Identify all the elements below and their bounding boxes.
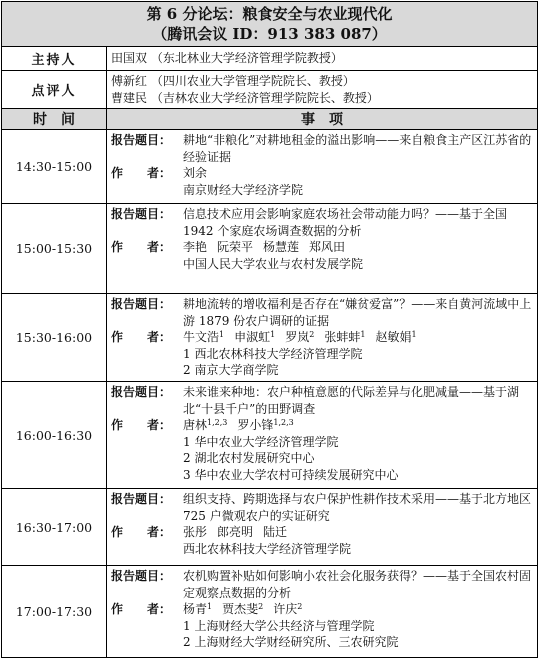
author-label: 作 者： bbox=[111, 330, 172, 344]
schedule-page bbox=[1, 1, 537, 653]
topic-text: 信息技术应用会影响家庭农场社会带动能力吗？——基于全国 1942 个家庭农场调查数据的分析 bbox=[183, 207, 508, 238]
topic-text: 组织支持、跨期选择与农户保护性耕作技术采用——基于北方地区 725 户微观农户的实证研究 bbox=[183, 492, 532, 523]
author-name bbox=[222, 602, 263, 616]
affiliation: 2 湖北农村发展研究中心 bbox=[183, 451, 315, 465]
author-name-text: 唐林 bbox=[183, 418, 208, 432]
session-details bbox=[107, 204, 538, 294]
author-name bbox=[183, 525, 207, 539]
author-name bbox=[183, 418, 227, 432]
affiliation: 中国人民大学农业与农村发展学院 bbox=[183, 256, 364, 271]
author-name bbox=[285, 330, 314, 344]
topic-text: 耕地流转的增收福利是否存在“嫌贫爱富”？——来自黄河流域中上游 1879 份农户调研的证据 bbox=[183, 297, 532, 328]
author-name bbox=[183, 166, 207, 180]
author-list bbox=[183, 239, 533, 256]
topic-label: 报告题目： bbox=[111, 297, 172, 311]
session-details bbox=[107, 294, 538, 382]
topic-label: 报告题目： bbox=[111, 385, 172, 399]
author-list bbox=[183, 417, 533, 434]
commentator-list bbox=[107, 71, 538, 109]
author-name bbox=[273, 602, 302, 616]
commentator-1: 傅新红 （四川农业大学管理学院院长、教授） bbox=[111, 73, 355, 88]
author-affiliation-mark: 1 bbox=[219, 330, 225, 339]
author-name-text: 郑风田 bbox=[309, 240, 346, 254]
author-affiliation-mark: 1 bbox=[411, 330, 417, 339]
author-affiliation-mark: 1,2,3 bbox=[273, 418, 294, 427]
author-affiliation-mark: 1 bbox=[270, 330, 276, 339]
affiliation: 西北农林科技大学经济管理学院 bbox=[183, 541, 352, 556]
session-row bbox=[2, 130, 538, 204]
session-time: 14:30-15:00 bbox=[2, 130, 107, 204]
author-name-text: 赵敏娟 bbox=[375, 330, 412, 344]
author-name-text: 贾杰斐 bbox=[222, 602, 259, 616]
author-list bbox=[183, 601, 533, 618]
session-time: 16:30-17:00 bbox=[2, 489, 107, 566]
author-name-text: 杨慧莲 bbox=[263, 240, 300, 254]
author-label: 作 者： bbox=[111, 418, 172, 432]
author-affiliation-mark: 1,2,3 bbox=[207, 418, 228, 427]
session-row bbox=[2, 204, 538, 294]
commentator-label: 点评人 bbox=[2, 71, 107, 109]
session-details bbox=[107, 489, 538, 566]
session-row bbox=[2, 489, 538, 566]
author-name-text: 郎亮明 bbox=[217, 525, 254, 539]
author-name bbox=[309, 240, 345, 254]
session-time: 16:00-16:30 bbox=[2, 382, 107, 489]
topic-label: 报告题目： bbox=[111, 133, 172, 147]
topic-text: 未来谁来种地：农户种植意愿的代际差异与化肥减量——基于湖北“十县千户”的田野调查 bbox=[183, 385, 520, 416]
affiliation: 1 西北农林科技大学经济管理学院 bbox=[183, 346, 363, 361]
host-name: 田国双 （东北林业大学经济管理学院教授） bbox=[107, 47, 538, 71]
session-time: 17:00-17:30 bbox=[2, 566, 107, 658]
affiliation: 2 上海财经大学财经研究所、三农研究院 bbox=[183, 635, 399, 649]
session-details bbox=[107, 382, 538, 489]
affiliation: 3 华中农业大学农村可持续发展研究中心 bbox=[183, 467, 399, 482]
affiliation: 南京财经大学经济学院 bbox=[183, 182, 304, 197]
author-name-text: 刘余 bbox=[183, 166, 208, 180]
topic-text: 农机购置补贴如何影响小农社会化服务获得？——基于全国农村固定观察点数据的分析 bbox=[183, 569, 532, 600]
title-cell bbox=[2, 2, 538, 47]
session-time: 15:00-15:30 bbox=[2, 204, 107, 294]
author-name-text: 申淑虹 bbox=[234, 330, 271, 344]
author-name-text: 许庆 bbox=[273, 602, 298, 616]
author-label: 作 者： bbox=[111, 166, 172, 180]
column-header-items: 事 项 bbox=[107, 109, 538, 130]
author-affiliation-mark: 1 bbox=[207, 602, 213, 611]
author-name bbox=[375, 330, 416, 344]
forum-schedule-table bbox=[1, 1, 538, 658]
author-name-text: 张蚌蚌 bbox=[324, 330, 361, 344]
author-name-text: 牛文浩 bbox=[183, 330, 220, 344]
author-name bbox=[183, 330, 224, 344]
author-affiliation-mark: 2 bbox=[297, 602, 303, 611]
author-label: 作 者： bbox=[111, 240, 172, 254]
forum-title: 第 6 分论坛：粮食安全与农业现代化 bbox=[146, 5, 393, 23]
author-name-text: 罗小锋 bbox=[237, 418, 274, 432]
topic-label: 报告题目： bbox=[111, 492, 172, 506]
author-name bbox=[237, 418, 293, 432]
author-name-text: 杨青 bbox=[183, 602, 208, 616]
session-row bbox=[2, 382, 538, 489]
author-label: 作 者： bbox=[111, 525, 172, 539]
session-details bbox=[107, 566, 538, 658]
session-row bbox=[2, 566, 538, 658]
commentator-2: 曹建民 （吉林农业大学经济管理学院院长、教授） bbox=[111, 90, 379, 105]
topic-label: 报告题目： bbox=[111, 207, 172, 221]
session-row bbox=[2, 294, 538, 382]
author-name-text: 李艳 bbox=[183, 240, 208, 254]
author-name bbox=[263, 525, 287, 539]
author-name-text: 阮荣平 bbox=[217, 240, 254, 254]
affiliation: 1 华中农业大学经济管理学院 bbox=[183, 434, 339, 449]
meeting-id: （腾讯会议 ID：913 383 087） bbox=[152, 25, 387, 43]
author-name bbox=[183, 240, 207, 254]
author-affiliation-mark: 1 bbox=[360, 330, 366, 339]
author-name bbox=[324, 330, 365, 344]
author-affiliation-mark: 2 bbox=[309, 330, 315, 339]
author-name-text: 罗岚 bbox=[285, 330, 310, 344]
author-list bbox=[183, 329, 533, 346]
affiliation: 2 南京大学商学院 bbox=[183, 363, 279, 377]
topic-text: 耕地“非粮化”对耕地租金的溢出影响——来自粮食主产区江苏省的经验证据 bbox=[183, 133, 532, 164]
session-time: 15:30-16:00 bbox=[2, 294, 107, 382]
column-header-time: 时 间 bbox=[2, 109, 107, 130]
author-name bbox=[217, 240, 253, 254]
author-name bbox=[234, 330, 275, 344]
author-name bbox=[217, 525, 253, 539]
affiliation: 1 上海财经大学公共经济与管理学院 bbox=[183, 618, 375, 633]
author-list bbox=[183, 165, 533, 182]
author-name bbox=[263, 240, 299, 254]
host-label: 主持人 bbox=[2, 47, 107, 71]
author-name-text: 陆迁 bbox=[263, 525, 288, 539]
author-name bbox=[183, 602, 212, 616]
author-label: 作 者： bbox=[111, 602, 172, 616]
author-affiliation-mark: 2 bbox=[258, 602, 264, 611]
topic-label: 报告题目： bbox=[111, 569, 172, 583]
author-list bbox=[183, 524, 533, 541]
session-details bbox=[107, 130, 538, 204]
author-name-text: 张彤 bbox=[183, 525, 208, 539]
